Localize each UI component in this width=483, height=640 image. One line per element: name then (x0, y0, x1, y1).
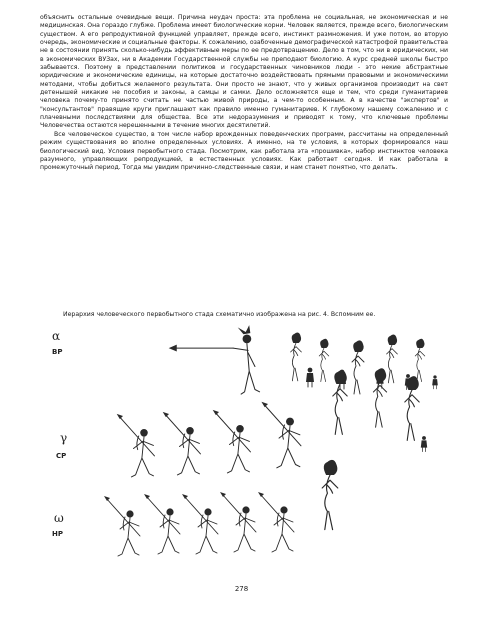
omega-men-figures (104, 492, 294, 556)
paragraph-1: объяснить остальные очевидные вещи. Причина неудач проста: эта проблема не социальная, не экономическая и не медицинская. Она гораздо глубже. Проблема имеет биологические корни. Человек является, прежде всего, биологическим существом. А его репродуктивной функцией управляет, прежде всего, инстинкт размножения. И уже потом, во вторую очередь, экономические и социальные факторы. К сожалению, озабоченные демографической катастрофой правительства не в состоянии принять сколько-нибудь эффективные меры по ее предотвращению. Дело в том, что ни в юридических, ни в экономических ВУЗах, ни в Академии Государственной службы не преподают биологию. А курс средней школы быстро забывается. Поэтому в представлении политиков и государственных чиновников люди - это некие абстрактные юридические и экономические единицы, на которые достаточно воздействовать прямыми правовыми и экономическими методами, чтобы добиться желаемого результата. Они просто не знают, что у живых организмов производит на свет детенышей никакие не пособия и законы, а самцы и самки. Дело осложняется еще и тем, что среди гуманитариев человека почему-то принято считать не частью живой природы, а чем-то особенным. А в качестве "экспертов" и "консультантов" правящие круги приглашают как правило именно гуманитариев. К глубокому нашему сожалению и с плачевными последствиями для общества. Все эти недоразумения и приводят к тому, что ключевые проблемы Человечества остаются нерешенными в течение многих десятилетий. (40, 14, 448, 130)
paragraph-2: Все человеческое существо, в том числе набор врожденных поведенческих программ, рассчитаны на определенный режим существования во вполне определенных условиях. А именно, на те условия, в которых формировался наш биологический вид. Условия первобытного стада. Посмотрим, как работала эта «прошивка», набор инстинктов человека разумного, управляющих репродукцией, в естественных условиях. Как работает сегодня. И как работала в промежуточный период. Тогда мы увидим причинно-следственные связи, и нам станет понятно, что делать. (40, 130, 448, 172)
rank-alpha-label: ВР (52, 348, 63, 356)
alpha-chief-figure (169, 325, 260, 394)
rank-gamma-symbol: γ (60, 431, 68, 445)
hierarchy-illustration (40, 322, 460, 562)
rank-omega-label: НР (52, 530, 63, 538)
rank-gamma-label: СР (56, 452, 67, 460)
page-number: 278 (234, 585, 249, 593)
rank-alpha-symbol: α (52, 329, 61, 343)
rank-omega-symbol: ω (54, 511, 64, 525)
gamma-men-figures (117, 402, 301, 477)
omega-woman-figure (322, 460, 338, 530)
body-text (40, 14, 448, 173)
hierarchy-figure (40, 322, 460, 566)
gamma-women-figures (333, 368, 427, 451)
figure-caption: Иерархия человеческого первобытного стада схематично изображена на рис. 4. Вспомним ее. (63, 311, 376, 318)
